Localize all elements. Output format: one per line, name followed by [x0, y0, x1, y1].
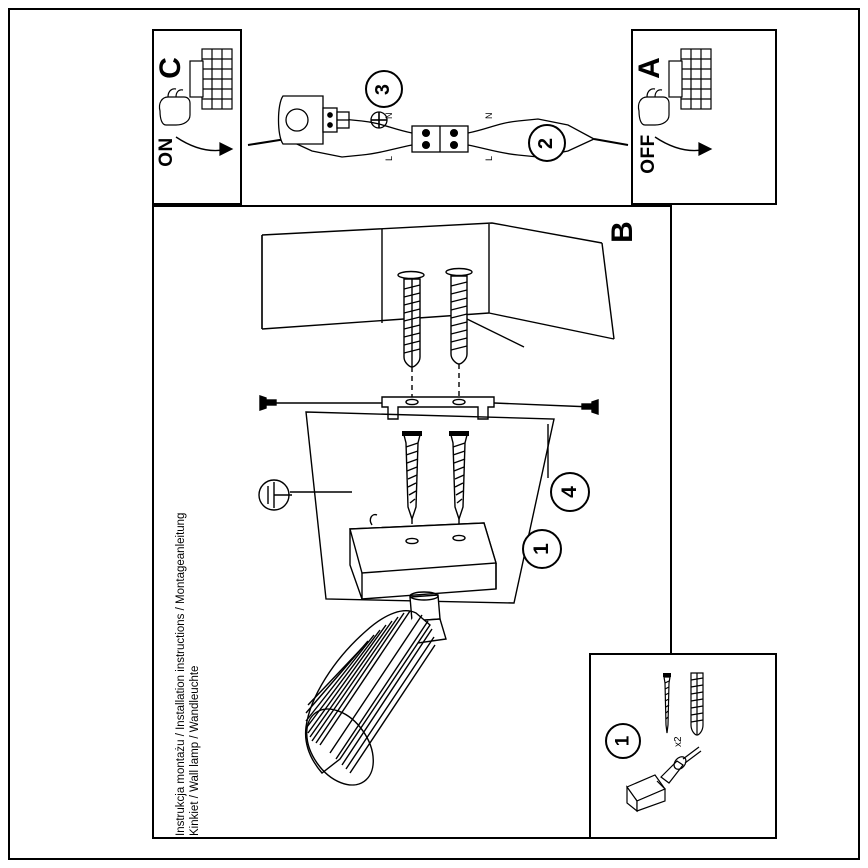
svg-text:N: N: [384, 112, 394, 119]
svg-text:x2: x2: [673, 736, 684, 747]
panel-a-switch-off: [631, 29, 777, 205]
panel-a-state-label: OFF: [637, 134, 659, 174]
svg-text:L: L: [384, 155, 394, 161]
panel-c-state-label: ON: [155, 137, 177, 167]
callout-2: 2: [528, 124, 566, 162]
panel-parts-list: [589, 653, 777, 839]
panel-c-letter: C: [153, 57, 187, 79]
instruction-title-line-1: Instrukcja montażu / Installation instructions / Montageanleitung: [175, 512, 187, 836]
instruction-title-line-2: Kinkiet / Wall lamp / Wandleuchte: [189, 665, 201, 836]
svg-text:N: N: [484, 112, 494, 119]
panel-a-letter: A: [632, 57, 666, 79]
callout-3: 3: [365, 70, 403, 108]
panel-c-switch-on: [152, 29, 242, 205]
callout-1: 1: [522, 529, 562, 569]
screwdriver-icon: [254, 472, 314, 518]
svg-text:L: L: [484, 155, 494, 161]
callout-4: 4: [550, 472, 590, 512]
callout-parts-1: 1: [605, 723, 641, 759]
panel-b-letter: B: [605, 221, 639, 243]
